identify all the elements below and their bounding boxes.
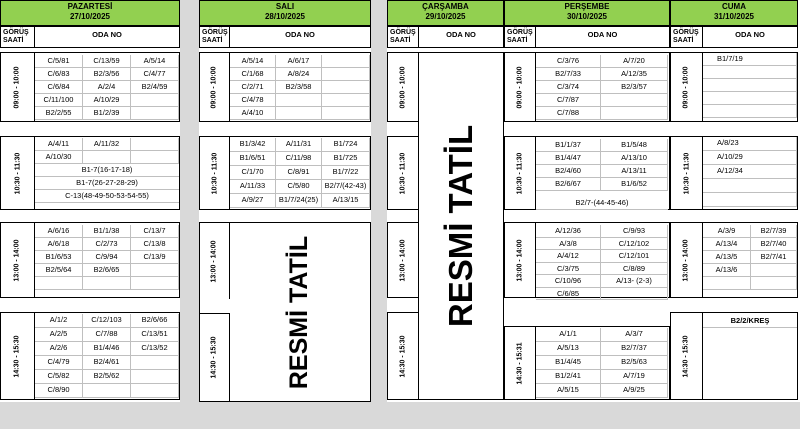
- time-label: [671, 137, 703, 209]
- time-label: [505, 223, 536, 297]
- day-name: PERŞEMBE: [564, 2, 610, 11]
- room-cell: [83, 277, 131, 290]
- room-cell: A/1/1: [536, 328, 601, 342]
- gorus-label: GÖRÜŞ: [507, 29, 533, 36]
- room-cell: B2/4/59: [131, 81, 179, 94]
- room-cell: C/11/100: [35, 94, 83, 107]
- room-cell: B2/6/65: [83, 264, 131, 277]
- room-cell: A/8/24: [276, 68, 322, 81]
- oda-no-label: ODA NO: [285, 30, 315, 39]
- time-text: 14:30 - 15:30: [399, 334, 407, 378]
- room-cell: C/13/9: [131, 251, 179, 264]
- time-block: [199, 136, 371, 210]
- time-block: [199, 52, 371, 122]
- room-cell: A/9/27: [230, 194, 276, 208]
- time-label: [671, 53, 703, 121]
- room-cell: [131, 94, 179, 107]
- room-cell: C/2/71: [230, 81, 276, 94]
- holiday-text: RESMİ TATİL: [442, 124, 480, 328]
- time-text: 13:00 - 14:00: [683, 238, 690, 282]
- room-cell: [322, 107, 370, 120]
- time-label: [200, 137, 230, 209]
- room-cell: B2/4/61: [83, 356, 131, 370]
- room-cell: C/1/68: [230, 68, 276, 81]
- day-header: [504, 0, 670, 26]
- day-date: 31/10/2025: [713, 12, 755, 21]
- saati-label: SAATİ: [202, 37, 223, 44]
- time-label: [388, 313, 419, 399]
- time-label: [388, 223, 419, 297]
- room-cell: [703, 66, 797, 79]
- room-cell: A/13- (2-3): [601, 275, 668, 288]
- room-cell: A/3/7: [601, 328, 668, 342]
- room-cell: A/11/33: [230, 180, 276, 194]
- room-cell: C/3/74: [536, 81, 601, 94]
- room-cell: C/13/59: [83, 55, 131, 68]
- room-cell: [131, 151, 179, 164]
- room-cell: [131, 264, 179, 277]
- room-cell: C/1/70: [230, 166, 276, 180]
- room-cell: A/10/29: [83, 94, 131, 107]
- day-date: 27/10/2025: [69, 12, 111, 21]
- room-cell: C/2/73: [83, 238, 131, 251]
- saati-label: SAATİ: [3, 37, 24, 44]
- room-cell: C/12/103: [83, 314, 131, 328]
- room-cell: A/12/35: [601, 68, 668, 81]
- room-cell: [276, 94, 322, 107]
- room-cell: [35, 277, 83, 290]
- room-cell: B1/725: [322, 152, 370, 166]
- time-text: 10:30 - 11:30: [14, 152, 21, 194]
- room-cell: B1/2/41: [536, 370, 601, 384]
- room-cell: A/13/10: [601, 152, 668, 165]
- room-cell: [131, 356, 179, 370]
- gorus-label: GÖRÜŞ: [673, 29, 699, 36]
- room-cell: A/13/6: [703, 264, 751, 277]
- holiday-text-area: [230, 223, 370, 401]
- room-cell: A/5/13: [536, 342, 601, 356]
- room-cell: B1/4/46: [83, 342, 131, 356]
- time-text: 09:00 - 10:00: [14, 65, 21, 109]
- time-text: 13:00 - 14:00: [399, 238, 407, 282]
- time-block: [0, 222, 180, 298]
- room-cell: C/6/85: [536, 288, 601, 301]
- time-text: 14:30 - 15:31: [516, 341, 524, 385]
- room-cell: C/13/8: [131, 238, 179, 251]
- time-label: [505, 53, 536, 121]
- room-cell: C/4/78: [230, 94, 276, 107]
- room-cell: B1/7/24(25): [276, 194, 322, 208]
- oda-no-label: ODA NO: [92, 30, 122, 39]
- room-cell: A/7/19: [601, 370, 668, 384]
- time-block: [0, 52, 180, 122]
- saati-label: SAATİ: [390, 37, 411, 44]
- holiday-text: RESMİ TATİL: [285, 235, 314, 389]
- room-cell: C/9/93: [601, 225, 668, 238]
- room-cell: [703, 105, 797, 118]
- room-cell: C/10/96: [536, 275, 601, 288]
- gorus-saati-label: [671, 27, 703, 47]
- room-cell: B2/6/67: [536, 178, 601, 191]
- room-cell: A/5/15: [536, 384, 601, 398]
- time-block: [0, 136, 180, 210]
- room-cell: C/6/84: [35, 81, 83, 94]
- oda-no-label: ODA NO: [587, 30, 618, 39]
- time-block: [670, 52, 798, 122]
- time-text: 13:00 - 14:00: [516, 238, 524, 282]
- subheader-row: [387, 26, 504, 48]
- time-text: 10:30 - 11:30: [399, 152, 407, 194]
- room-cell: [601, 94, 668, 107]
- gorus-saati-label: [200, 27, 230, 47]
- time-text: 14:30 - 15:30: [683, 334, 690, 378]
- time-block: [504, 136, 670, 210]
- room-cell: A/10/30: [35, 151, 83, 164]
- gorus-label: GÖRÜŞ: [3, 29, 29, 36]
- time-label: [200, 53, 230, 121]
- room-cell: A/10/29: [703, 151, 797, 165]
- day-header: [0, 0, 180, 26]
- room-cell: C/6/83: [35, 68, 83, 81]
- room-cell: C/12/101: [601, 250, 668, 263]
- room-cell: C/3/75: [536, 263, 601, 276]
- day-date: 28/10/2025: [264, 12, 306, 21]
- room-cell: B2/3/58: [276, 81, 322, 94]
- room-cell: A/12/34: [703, 165, 797, 179]
- room-cell: B1/6/52: [601, 178, 668, 191]
- room-cell: B2/5/63: [601, 356, 668, 370]
- room-cell: C/8/90: [35, 384, 83, 398]
- gorus-label: GÖRÜŞ: [390, 29, 416, 36]
- room-cell: B1/6/51: [230, 152, 276, 166]
- footer-bar: [0, 402, 800, 429]
- room-cell: B1/3/42: [230, 138, 276, 152]
- room-cell: A/13/4: [703, 238, 751, 251]
- room-cell: C/4/79: [35, 356, 83, 370]
- room-cell: C/12/102: [601, 238, 668, 251]
- room-group: C-13(48-49-50-53-54-55): [35, 190, 179, 203]
- room-cell: A/13/15: [322, 194, 370, 208]
- subheader-row: [670, 26, 798, 48]
- room-cell: [751, 264, 797, 277]
- room-cell: A/4/11: [35, 138, 83, 151]
- room-cell: B1/2/39: [83, 107, 131, 120]
- room-cell: B1/5/48: [601, 139, 668, 152]
- room-cell: [601, 107, 668, 120]
- time-label: [388, 53, 419, 121]
- room-cell: [83, 384, 131, 398]
- room-cell: [703, 193, 797, 207]
- room-cell: [131, 138, 179, 151]
- room-cell: C/13/7: [131, 225, 179, 238]
- room-cell: A/6/18: [35, 238, 83, 251]
- room-cell: B1/6/53: [35, 251, 83, 264]
- room-cell: B2/7/33: [536, 68, 601, 81]
- room-cell: B2/5/64: [35, 264, 83, 277]
- room-cell: C/13/51: [131, 328, 179, 342]
- room-cell: C/4/77: [131, 68, 179, 81]
- day-date: 30/10/2025: [566, 12, 608, 21]
- time-label: [1, 313, 35, 399]
- room-cell: B2/7/40: [751, 238, 797, 251]
- day-name: SALI: [275, 2, 295, 11]
- room-cell: B2/2/55: [35, 107, 83, 120]
- room-cell: A/1/2: [35, 314, 83, 328]
- room-group: B2/2/KREŞ: [703, 315, 797, 328]
- day-header: [199, 0, 371, 26]
- time-block: [670, 222, 798, 298]
- room-cell: [322, 81, 370, 94]
- room-cell: A/5/14: [230, 55, 276, 68]
- time-label: [388, 137, 419, 209]
- room-cell: [276, 107, 322, 120]
- room-cell: A/3/8: [536, 238, 601, 251]
- room-cell: B2/7/37: [601, 342, 668, 356]
- saati-label: SAATİ: [507, 37, 528, 44]
- room-cell: B1/724: [322, 138, 370, 152]
- room-cell: [751, 277, 797, 290]
- room-cell: C/7/88: [536, 107, 601, 120]
- day-name: PAZARTESİ: [67, 2, 113, 11]
- time-label: [505, 137, 536, 209]
- room-cell: [131, 107, 179, 120]
- time-block: [670, 312, 798, 400]
- saati-label: SAATİ: [673, 37, 694, 44]
- room-cell: C/9/94: [83, 251, 131, 264]
- room-cell: A/6/16: [35, 225, 83, 238]
- room-cell: [322, 94, 370, 107]
- room-cell: A/11/31: [276, 138, 322, 152]
- time-label: [200, 223, 230, 299]
- room-cell: B2/3/57: [601, 81, 668, 94]
- gorus-label: GÖRÜŞ: [202, 29, 228, 36]
- column-gap: [180, 0, 199, 402]
- day-date: 29/10/2025: [425, 12, 466, 21]
- time-text: 09:00 - 10:00: [683, 65, 690, 109]
- time-text: 10:30 - 11:30: [516, 152, 524, 194]
- room-cell: C/3/76: [536, 55, 601, 68]
- room-cell: B1/7/19: [703, 53, 797, 66]
- day-name: CUMA: [722, 2, 746, 11]
- room-cell: B2/4/60: [536, 165, 601, 178]
- time-text: 13:00 - 14:00: [14, 238, 21, 282]
- room-cell: [703, 92, 797, 105]
- time-text: 13:00 - 14:00: [211, 239, 218, 283]
- time-text: 09:00 - 10:00: [399, 65, 407, 109]
- time-text: 09:00 - 10:00: [211, 65, 218, 109]
- room-cell: C/7/88: [83, 328, 131, 342]
- room-cell: A/13/5: [703, 251, 751, 264]
- room-cell: A/5/14: [131, 55, 179, 68]
- room-cell: C/11/98: [276, 152, 322, 166]
- subheader-row: [199, 26, 371, 48]
- room-cell: A/12/36: [536, 225, 601, 238]
- time-label: [671, 313, 703, 399]
- day-header: [387, 0, 504, 26]
- subheader-row: [0, 26, 180, 48]
- room-cell: [703, 79, 797, 92]
- time-text: 10:30 - 11:30: [683, 152, 690, 194]
- time-label: [200, 313, 230, 401]
- room-cell: [322, 55, 370, 68]
- room-cell: A/11/32: [83, 138, 131, 151]
- oda-no-label: ODA NO: [446, 30, 476, 39]
- room-cell: B2/7/(42-43): [322, 180, 370, 194]
- time-text: 10:30 - 11:30: [211, 152, 218, 194]
- time-label: [505, 327, 536, 399]
- time-block: [670, 136, 798, 210]
- room-group: B2/7-(44-45-46): [536, 197, 668, 210]
- room-cell: C/8/91: [276, 166, 322, 180]
- gorus-saati-label: [1, 27, 35, 47]
- day-name: ÇARŞAMBA: [422, 2, 469, 11]
- room-cell: A/3/9: [703, 225, 751, 238]
- room-cell: [131, 370, 179, 384]
- holiday-block: [418, 52, 504, 400]
- room-cell: B2/6/66: [131, 314, 179, 328]
- room-group: B1-7(16-17-18): [35, 164, 179, 177]
- time-text: 14:30 - 15:30: [14, 334, 21, 378]
- gorus-saati-label: [388, 27, 419, 47]
- room-cell: [131, 384, 179, 398]
- oda-no-label: ODA NO: [735, 30, 765, 39]
- room-cell: [601, 288, 668, 301]
- room-cell: B1/4/47: [536, 152, 601, 165]
- subheader-row: [504, 26, 670, 48]
- room-cell: A/2/5: [35, 328, 83, 342]
- room-cell: B1/1/37: [536, 139, 601, 152]
- holiday-block: [199, 222, 371, 402]
- room-cell: A/2/6: [35, 342, 83, 356]
- time-block: [0, 312, 180, 400]
- room-cell: B2/3/56: [83, 68, 131, 81]
- room-cell: C/7/87: [536, 94, 601, 107]
- room-cell: [322, 68, 370, 81]
- room-cell: A/4/12: [536, 250, 601, 263]
- room-cell: C/13/52: [131, 342, 179, 356]
- time-block: [504, 52, 670, 122]
- time-label: [1, 53, 35, 121]
- room-cell: A/2/4: [83, 81, 131, 94]
- room-cell: [703, 277, 751, 290]
- room-cell: C/5/80: [276, 180, 322, 194]
- room-cell: B1/7/22: [322, 166, 370, 180]
- room-cell: B2/7/41: [751, 251, 797, 264]
- room-cell: C/5/81: [35, 55, 83, 68]
- room-cell: A/8/23: [703, 137, 797, 151]
- room-cell: [131, 277, 179, 290]
- room-cell: A/4/10: [230, 107, 276, 120]
- room-cell: C/8/89: [601, 263, 668, 276]
- room-cell: A/7/20: [601, 55, 668, 68]
- time-block: [504, 222, 670, 298]
- time-label: [1, 223, 35, 297]
- time-text: 14:30 - 15:30: [211, 336, 218, 379]
- room-cell: B2/7/39: [751, 225, 797, 238]
- time-block: [504, 326, 670, 400]
- column-gap: [371, 0, 387, 402]
- room-cell: B2/5/62: [83, 370, 131, 384]
- room-cell: C/5/82: [35, 370, 83, 384]
- day-header: [670, 0, 798, 26]
- gorus-saati-label: [505, 27, 536, 47]
- time-label: [671, 223, 703, 297]
- time-text: 09:00 - 10:00: [516, 65, 524, 109]
- room-group: B1-7(26-27-28-29): [35, 177, 179, 190]
- room-cell: B1/4/45: [536, 356, 601, 370]
- room-cell: B1/1/38: [83, 225, 131, 238]
- room-cell: A/13/11: [601, 165, 668, 178]
- room-cell: [83, 151, 131, 164]
- room-cell: A/6/17: [276, 55, 322, 68]
- time-label: [1, 137, 35, 209]
- room-cell: [703, 179, 797, 193]
- room-cell: A/9/25: [601, 384, 668, 398]
